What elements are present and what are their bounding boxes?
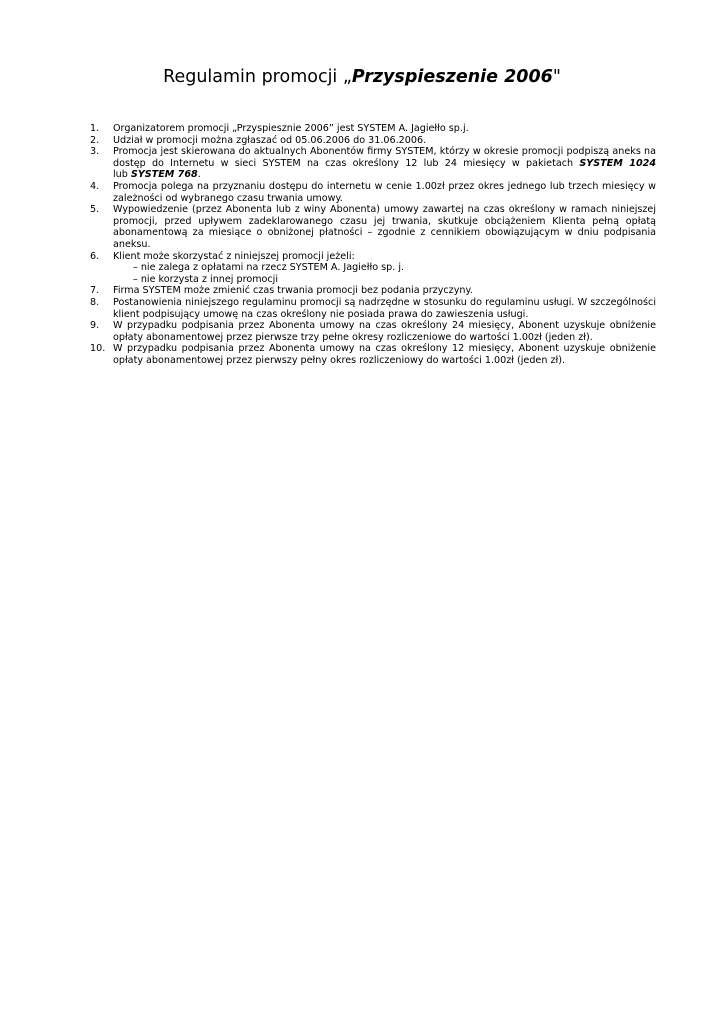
item-number: 8. (90, 296, 100, 308)
document-title (0, 66, 724, 88)
item-text: Firma SYSTEM może zmienić czas trwania promocji bez podania przyczyny. (113, 285, 473, 297)
item-text: Promocja jest skierowana do aktualnych Abonentów firmy SYSTEM, którzy w okresie promocji podpiszą aneks na dostęp do Internetu w sieci SYSTEM na czas określony 12 lub 24 miesięcy w pakietach (113, 146, 656, 169)
package-name-1024: SYSTEM 1024 (579, 157, 656, 169)
item-text: Organizatorem promocji „Przyspiesznie 2006” jest SYSTEM A. Jagiełło sp.j. (113, 123, 469, 134)
list-item (90, 123, 656, 135)
title-emphasis: Przyspieszenie 2006 (351, 67, 553, 87)
item-number: 3. (90, 146, 100, 158)
item-text-end: . (197, 169, 201, 181)
item-text-connector: lub (113, 169, 128, 181)
item-text: Wypowiedzenie (przez Abonenta lub z winy Abonenta) umowy zawartej na czas określony w ramach niniejszej promocji, przed upływem zadeklarowanego czasu jej trwania, skutkuje obciążeniem Klienta pełną opłatą abonamentową za miesiące o obniżonej płatności – zgodnie z cennikiem obowiązującym w dniu podpisania aneksu. (113, 204, 656, 250)
sub-item: – nie korzysta z innej promocji (133, 273, 279, 285)
list-item (90, 297, 656, 320)
list-item (90, 251, 656, 286)
item-number: 6. (90, 250, 100, 262)
list-item (90, 320, 656, 343)
item-text: W przypadku podpisania przez Abonenta umowy na czas określony 24 miesięcy, Abonent uzyskuje obniżenie opłaty abonamentowej przez pierwsze trzy pełne okresy rozliczeniowe do wartości 1.00zł (jeden zł). (113, 320, 656, 343)
item-number: 4. (90, 180, 100, 192)
list-item (90, 181, 656, 204)
title-prefix: Regulamin promocji „ (163, 67, 352, 87)
item-text: Promocja polega na przyznaniu dostępu do internetu w cenie 1.00zł przez okres jednego lub trzech miesięcy w zależności od wybranego czasu trwania umowy. (113, 180, 656, 204)
item-text: Udział w promocji można zgłaszać od 05.06.2006 do 31.06.2006. (113, 134, 427, 146)
package-name-768: SYSTEM 768 (130, 169, 198, 181)
list-item (90, 204, 656, 250)
regulations-list (90, 123, 656, 366)
item-text: Postanowienia niniejszego regulaminu promocji są nadrzędne w stosunku do regulaminu usługi. W szczególności klient podpisujący umowę na czas określony nie posiada prawa do zawieszenia usługi. (113, 296, 656, 320)
item-text: W przypadku podpisania przez Abonenta umowy na czas określony 12 miesięcy, Abonent uzyskuje obniżenie opłaty abonamentowej przez pierwszy pełny okres rozliczeniowy do wartości 1.00zł (jeden zł). (113, 343, 656, 366)
item-number: 1. (90, 123, 100, 134)
sub-item: – nie zalega z opłatami na rzecz SYSTEM A. Jagiełło sp. j. (133, 262, 405, 274)
list-item (90, 135, 656, 147)
item-number: 5. (90, 204, 100, 216)
list-item (90, 343, 656, 366)
list-item (90, 146, 656, 181)
item-number: 2. (90, 134, 100, 146)
item-number: 10. (90, 343, 106, 355)
item-number: 9. (90, 320, 100, 332)
item-text: Klient może skorzystać z niniejszej promocji jeżeli: (113, 250, 355, 262)
list-item (90, 285, 656, 297)
item-number: 7. (90, 285, 100, 297)
title-suffix: " (552, 67, 561, 87)
